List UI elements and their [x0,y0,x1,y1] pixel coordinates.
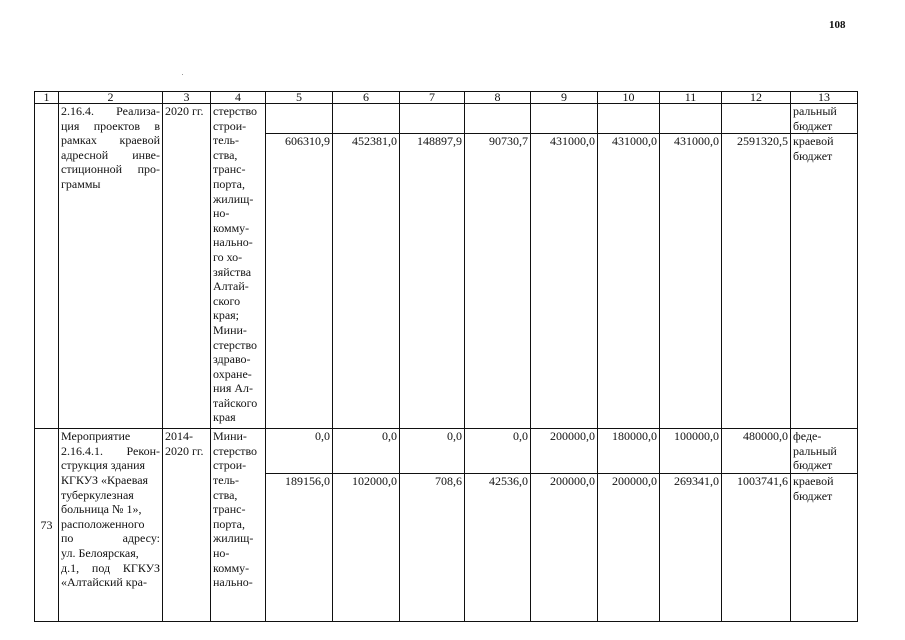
scan-speck [182,74,183,75]
column-header: 6 [333,92,400,104]
value-cell: 90730,7 [465,134,531,429]
value-cell [266,104,333,134]
text-line: бюджет [793,148,833,163]
value-cell: 452381,0 [333,134,400,429]
column-header: 4 [211,92,266,104]
value-cell [400,104,465,134]
value-cell: 480000,0 [722,429,791,474]
column-header: 1 [35,92,59,104]
text-line: Мини- [213,322,247,337]
text-line: расположенного [61,516,145,531]
text-line: стерство [213,337,258,352]
value-cell: 708,6 [400,473,465,621]
funding-source-cell [791,473,858,621]
funding-source-cell [791,429,858,474]
value-cell [660,104,722,134]
activity-name-cell [59,429,163,622]
text-line: феде- [793,429,822,444]
value-cell: 431000,0 [598,134,660,429]
text-line: по адресу: [61,531,160,546]
text-line: ул. Белоярская, [61,545,139,560]
value-cell: 0,0 [333,429,400,474]
value-cell [333,104,400,134]
text-line: ства, [213,147,238,162]
activity-name-cell [59,104,163,429]
text-line: нально- [213,235,253,250]
text-line: стерство [213,104,258,118]
text-line: 2020 гг. [165,443,204,458]
text-line: д.1, под КГКУЗ [61,560,160,575]
text-line: жилищ- [213,531,254,546]
value-cell: 431000,0 [660,134,722,429]
text-line: комму- [213,560,250,575]
row-number-cell [35,104,59,429]
text-line: краевой [793,473,834,488]
text-line: Мероприятие [61,429,131,444]
column-header: 12 [722,92,791,104]
text-line: бюджет [793,488,833,503]
text-line: ральный [793,443,837,458]
text-line: тель- [213,472,240,487]
column-header: 5 [266,92,333,104]
value-cell: 0,0 [400,429,465,474]
value-cell: 200000,0 [531,473,598,621]
text-line: жилищ- [213,191,254,206]
text-line: туберкулезная [61,487,134,502]
text-line: 2.16.4.1. Рекон- [61,443,160,458]
text-line: комму- [213,220,250,235]
text-line: граммы [61,176,101,191]
value-cell: 42536,0 [465,473,531,621]
value-cell: 148897,9 [400,134,465,429]
text-line: рамках краевой [61,133,160,148]
text-line: тель- [213,133,240,148]
text-line: края [213,410,236,425]
text-line: тайского [213,395,258,410]
value-cell: 431000,0 [531,134,598,429]
text-line: ского [213,293,241,308]
text-line: струкция здания [61,458,146,473]
text-line: го хо- [213,249,243,264]
text-line: стерство [213,443,258,458]
text-line: ральный [793,104,837,118]
text-line: стиционной про- [61,162,160,177]
column-header: 13 [791,92,858,104]
column-header: 3 [163,92,211,104]
column-header: 8 [465,92,531,104]
column-header: 10 [598,92,660,104]
text-line: 2014- [165,429,193,444]
value-cell: 0,0 [465,429,531,474]
text-line: бюджет [793,118,833,133]
value-cell: 2591320,5 [722,134,791,429]
text-line: транс- [213,502,246,517]
text-line: краевой [793,134,834,149]
text-line: «Алтайский кра- [61,575,147,590]
period-cell [163,429,211,622]
text-line: Алтай- [213,279,249,294]
text-line: края; [213,308,240,323]
text-line: строи- [213,118,247,133]
text-line: зяйства [213,264,252,279]
text-line: но- [213,206,230,221]
funding-source-cell [791,104,858,134]
text-line: но- [213,545,230,560]
executor-cell [211,429,266,622]
text-line: адресной инве- [61,147,160,162]
text-line: порта, [213,516,245,531]
value-cell: 200000,0 [598,473,660,621]
value-cell [598,104,660,134]
value-cell [465,104,531,134]
text-line: порта, [213,176,245,191]
table-row [35,429,858,474]
value-cell: 100000,0 [660,429,722,474]
column-header: 2 [59,92,163,104]
text-line: больница № 1», [61,502,142,517]
text-line: строи- [213,458,247,473]
text-line: нально- [213,575,253,590]
value-cell: 189156,0 [266,473,333,621]
text-line: ния Ал- [213,381,254,396]
value-cell: 200000,0 [531,429,598,474]
value-cell [531,104,598,134]
text-line: охране- [213,366,252,381]
value-cell: 269341,0 [660,473,722,621]
funding-source-cell [791,134,858,429]
value-cell: 0,0 [266,429,333,474]
period-cell: 2020 гг. [163,104,211,429]
value-cell [722,104,791,134]
text-line: здраво- [213,352,251,367]
text-line: Мини- [213,429,247,444]
column-header: 9 [531,92,598,104]
value-cell: 102000,0 [333,473,400,621]
value-cell: 606310,9 [266,134,333,429]
text-line: 2.16.4. Реализа- [61,104,160,118]
value-cell: 180000,0 [598,429,660,474]
text-line: ства, [213,487,238,502]
text-line: КГКУЗ «Краевая [61,472,149,487]
page-number: 108 [829,19,846,31]
row-number-cell: 73 [35,429,59,622]
budget-table [34,91,858,622]
text-line: бюджет [793,458,833,473]
text-line: ция проектов в [61,118,160,133]
executor-cell [211,104,266,429]
text-line: транс- [213,162,246,177]
value-cell: 1003741,6 [722,473,791,621]
column-header: 7 [400,92,465,104]
table-row [35,104,858,134]
column-header: 11 [660,92,722,104]
